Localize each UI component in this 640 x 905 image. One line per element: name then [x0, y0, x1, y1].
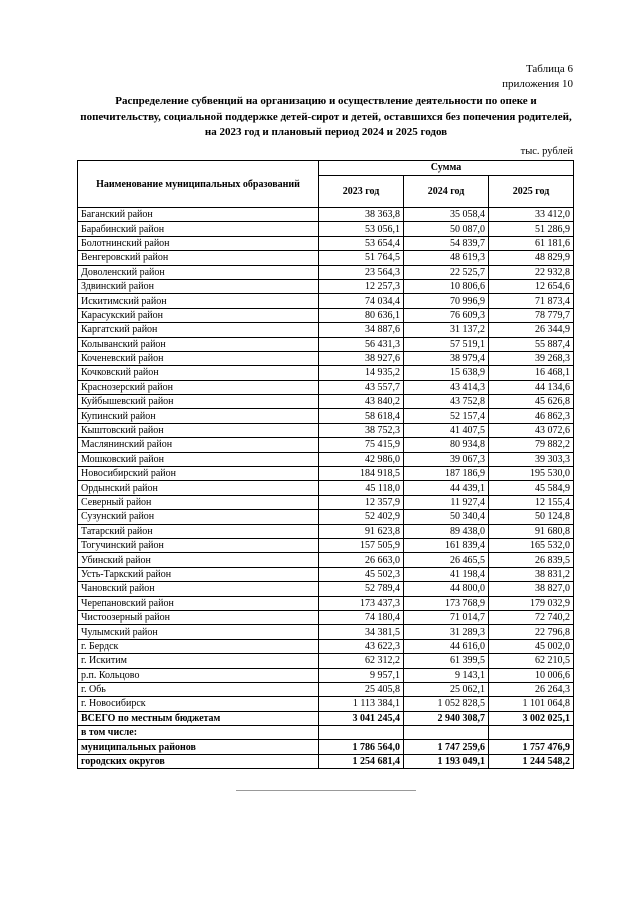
value-cell: 16 468,1 [489, 366, 574, 380]
value-cell: 43 752,8 [404, 395, 489, 409]
column-header-2025: 2025 год [489, 175, 574, 207]
value-cell: 39 303,3 [489, 452, 574, 466]
row-name-cell: р.п. Кольцово [78, 668, 319, 682]
row-name-cell: Карасукский район [78, 308, 319, 322]
value-cell: 42 986,0 [319, 452, 404, 466]
row-name-cell: Барабинский район [78, 222, 319, 236]
value-cell: 80 934,8 [404, 438, 489, 452]
value-cell: 80 636,1 [319, 308, 404, 322]
table-row [78, 351, 574, 365]
value-cell: 10 806,6 [404, 279, 489, 293]
row-name-cell: Куйбышевский район [78, 395, 319, 409]
value-cell: 195 530,0 [489, 467, 574, 481]
row-name-cell: Здвинский район [78, 279, 319, 293]
table-row [78, 236, 574, 250]
value-cell: 71 014,7 [404, 610, 489, 624]
row-name-cell: г. Обь [78, 682, 319, 696]
value-cell: 72 740,2 [489, 610, 574, 624]
table-row [78, 510, 574, 524]
value-cell: 38 979,4 [404, 351, 489, 365]
row-name-cell: Сузунский район [78, 510, 319, 524]
value-cell: 31 137,2 [404, 323, 489, 337]
value-cell: 165 532,0 [489, 538, 574, 552]
value-cell: 179 032,9 [489, 596, 574, 610]
row-name-cell: Татарский район [78, 524, 319, 538]
value-cell: 3 002 025,1 [489, 711, 574, 725]
value-cell: 55 887,4 [489, 337, 574, 351]
table-row [78, 409, 574, 423]
value-cell: 41 407,5 [404, 423, 489, 437]
table-row [78, 538, 574, 552]
table-row [78, 251, 574, 265]
value-cell: 38 927,6 [319, 351, 404, 365]
value-cell: 38 827,0 [489, 582, 574, 596]
row-name-cell: Северный район [78, 495, 319, 509]
value-cell: 45 626,8 [489, 395, 574, 409]
value-cell: 38 363,8 [319, 208, 404, 222]
value-cell: 45 502,3 [319, 567, 404, 581]
empty-cell [319, 726, 404, 740]
value-cell: 51 286,9 [489, 222, 574, 236]
value-cell: 71 873,4 [489, 294, 574, 308]
value-cell: 26 839,5 [489, 553, 574, 567]
value-cell: 50 340,4 [404, 510, 489, 524]
row-name-cell: Баганский район [78, 208, 319, 222]
value-cell: 53 056,1 [319, 222, 404, 236]
table-body [78, 208, 574, 769]
table-row [78, 596, 574, 610]
value-cell: 76 609,3 [404, 308, 489, 322]
value-cell: 50 124,8 [489, 510, 574, 524]
row-name-cell: г. Искитим [78, 654, 319, 668]
value-cell: 48 829,9 [489, 251, 574, 265]
column-header-2024: 2024 год [404, 175, 489, 207]
row-name-cell: Доволенский район [78, 265, 319, 279]
value-cell: 74 034,4 [319, 294, 404, 308]
table-row [78, 467, 574, 481]
value-cell: 52 789,4 [319, 582, 404, 596]
value-cell: 12 257,3 [319, 279, 404, 293]
table-row [78, 265, 574, 279]
row-name-cell: ВСЕГО по местным бюджетам [78, 711, 319, 725]
subsidy-table [77, 160, 574, 769]
value-cell: 9 957,1 [319, 668, 404, 682]
row-name-cell: Маслянинский район [78, 438, 319, 452]
value-cell: 173 437,3 [319, 596, 404, 610]
including-label: в том числе: [78, 726, 319, 740]
value-cell: 12 357,9 [319, 495, 404, 509]
row-name-cell: Краснозерский район [78, 380, 319, 394]
value-cell: 3 041 245,4 [319, 711, 404, 725]
value-cell: 61 399,5 [404, 654, 489, 668]
row-name-cell: Черепановский район [78, 596, 319, 610]
value-cell: 38 831,2 [489, 567, 574, 581]
table-row [78, 222, 574, 236]
table-row [78, 582, 574, 596]
row-name-cell: г. Новосибирск [78, 697, 319, 711]
value-cell: 22 932,8 [489, 265, 574, 279]
value-cell: 23 564,3 [319, 265, 404, 279]
value-cell: 44 800,0 [404, 582, 489, 596]
row-name-cell: Усть-Таркский район [78, 567, 319, 581]
value-cell: 161 839,4 [404, 538, 489, 552]
value-cell: 89 438,0 [404, 524, 489, 538]
value-cell: 52 157,4 [404, 409, 489, 423]
table-row [78, 380, 574, 394]
table-row [78, 639, 574, 653]
row-name-cell: Мошковский район [78, 452, 319, 466]
value-cell: 45 584,9 [489, 481, 574, 495]
value-cell: 79 882,2 [489, 438, 574, 452]
column-header-sum: Сумма [319, 161, 574, 176]
value-cell: 26 465,5 [404, 553, 489, 567]
value-cell: 70 996,9 [404, 294, 489, 308]
table-row [78, 366, 574, 380]
value-cell: 1 101 064,8 [489, 697, 574, 711]
row-name-cell: Колыванский район [78, 337, 319, 351]
row-name-cell: г. Бердск [78, 639, 319, 653]
empty-cell [489, 726, 574, 740]
value-cell: 56 431,3 [319, 337, 404, 351]
value-cell: 25 062,1 [404, 682, 489, 696]
row-name-cell: Искитимский район [78, 294, 319, 308]
value-cell: 91 623,8 [319, 524, 404, 538]
value-cell: 61 181,6 [489, 236, 574, 250]
value-cell: 1 244 548,2 [489, 754, 574, 768]
value-cell: 12 155,4 [489, 495, 574, 509]
value-cell: 91 680,8 [489, 524, 574, 538]
table-row [78, 682, 574, 696]
value-cell: 51 764,5 [319, 251, 404, 265]
value-cell: 39 268,3 [489, 351, 574, 365]
table-row [78, 337, 574, 351]
value-cell: 39 067,3 [404, 452, 489, 466]
table-row [78, 395, 574, 409]
row-name-cell: городских округов [78, 754, 319, 768]
table-row [78, 610, 574, 624]
row-name-cell: Ордынский район [78, 481, 319, 495]
value-cell: 48 619,3 [404, 251, 489, 265]
value-cell: 157 505,9 [319, 538, 404, 552]
value-cell: 1 747 259,6 [404, 740, 489, 754]
table-row [78, 654, 574, 668]
footer-divider [236, 790, 416, 791]
value-cell: 26 663,0 [319, 553, 404, 567]
row-name-cell: Коченевский район [78, 351, 319, 365]
value-cell: 26 344,9 [489, 323, 574, 337]
including-row [78, 726, 574, 740]
value-cell: 9 143,1 [404, 668, 489, 682]
value-cell: 54 839,7 [404, 236, 489, 250]
table-row [78, 625, 574, 639]
value-cell: 52 402,9 [319, 510, 404, 524]
value-cell: 2 940 308,7 [404, 711, 489, 725]
row-name-cell: Чановский район [78, 582, 319, 596]
row-name-cell: Болотнинский район [78, 236, 319, 250]
value-cell: 1 254 681,4 [319, 754, 404, 768]
value-cell: 187 186,9 [404, 467, 489, 481]
value-cell: 50 087,0 [404, 222, 489, 236]
table-row [78, 438, 574, 452]
appendix-label: приложения 10 [502, 78, 573, 90]
row-name-cell: Кочковский район [78, 366, 319, 380]
subtotal-row [78, 740, 574, 754]
value-cell: 53 654,4 [319, 236, 404, 250]
table-row [78, 423, 574, 437]
table-row [78, 208, 574, 222]
value-cell: 1 757 476,9 [489, 740, 574, 754]
total-row [78, 711, 574, 725]
subtotal-row [78, 754, 574, 768]
row-name-cell: Тогучинский район [78, 538, 319, 552]
table-row [78, 553, 574, 567]
value-cell: 173 768,9 [404, 596, 489, 610]
value-cell: 62 210,5 [489, 654, 574, 668]
value-cell: 43 072,6 [489, 423, 574, 437]
value-cell: 14 935,2 [319, 366, 404, 380]
value-cell: 1 786 564,0 [319, 740, 404, 754]
value-cell: 26 264,3 [489, 682, 574, 696]
value-cell: 1 052 828,5 [404, 697, 489, 711]
value-cell: 22 525,7 [404, 265, 489, 279]
value-cell: 58 618,4 [319, 409, 404, 423]
column-header-name: Наименование муниципальных образований [78, 161, 319, 208]
table-number: Таблица 6 [525, 63, 573, 75]
row-name-cell: Чулымский район [78, 625, 319, 639]
value-cell: 34 887,6 [319, 323, 404, 337]
value-cell: 43 622,3 [319, 639, 404, 653]
empty-cell [404, 726, 489, 740]
row-name-cell: Каргатский район [78, 323, 319, 337]
value-cell: 44 439,1 [404, 481, 489, 495]
table-row [78, 495, 574, 509]
row-name-cell: Купинский район [78, 409, 319, 423]
value-cell: 74 180,4 [319, 610, 404, 624]
value-cell: 41 198,4 [404, 567, 489, 581]
value-cell: 45 002,0 [489, 639, 574, 653]
value-cell: 43 557,7 [319, 380, 404, 394]
value-cell: 10 006,6 [489, 668, 574, 682]
column-header-2023: 2023 год [319, 175, 404, 207]
value-cell: 43 840,2 [319, 395, 404, 409]
value-cell: 46 862,3 [489, 409, 574, 423]
value-cell: 44 134,6 [489, 380, 574, 394]
value-cell: 25 405,8 [319, 682, 404, 696]
table-row [78, 323, 574, 337]
row-name-cell: Венгеровский район [78, 251, 319, 265]
value-cell: 44 616,0 [404, 639, 489, 653]
table-row [78, 524, 574, 538]
row-name-cell: Новосибирский район [78, 467, 319, 481]
value-cell: 62 312,2 [319, 654, 404, 668]
value-cell: 15 638,9 [404, 366, 489, 380]
unit-label: тыс. рублей [520, 146, 573, 157]
table-row [78, 668, 574, 682]
value-cell: 1 113 384,1 [319, 697, 404, 711]
value-cell: 12 654,6 [489, 279, 574, 293]
row-name-cell: муниципальных районов [78, 740, 319, 754]
value-cell: 31 289,3 [404, 625, 489, 639]
table-row [78, 697, 574, 711]
value-cell: 75 415,9 [319, 438, 404, 452]
document-title: Распределение субвенций на организацию и осуществление деятельности по опеке и попечительству, социальной поддержке детей-сирот и детей, оставшихся без попечения родителей, на 2023 год и плановый период 2024 и 2025 годов [80, 95, 572, 138]
table-row [78, 294, 574, 308]
row-name-cell: Кыштовский район [78, 423, 319, 437]
value-cell: 1 193 049,1 [404, 754, 489, 768]
row-name-cell: Чистоозерный район [78, 610, 319, 624]
value-cell: 184 918,5 [319, 467, 404, 481]
value-cell: 45 118,0 [319, 481, 404, 495]
value-cell: 38 752,3 [319, 423, 404, 437]
value-cell: 35 058,4 [404, 208, 489, 222]
value-cell: 57 519,1 [404, 337, 489, 351]
value-cell: 34 381,5 [319, 625, 404, 639]
row-name-cell: Убинский район [78, 553, 319, 567]
table-row [78, 481, 574, 495]
value-cell: 78 779,7 [489, 308, 574, 322]
value-cell: 33 412,0 [489, 208, 574, 222]
table-row [78, 279, 574, 293]
table-row [78, 452, 574, 466]
value-cell: 22 796,8 [489, 625, 574, 639]
table-row [78, 567, 574, 581]
table-row [78, 308, 574, 322]
value-cell: 11 927,4 [404, 495, 489, 509]
value-cell: 43 414,3 [404, 380, 489, 394]
